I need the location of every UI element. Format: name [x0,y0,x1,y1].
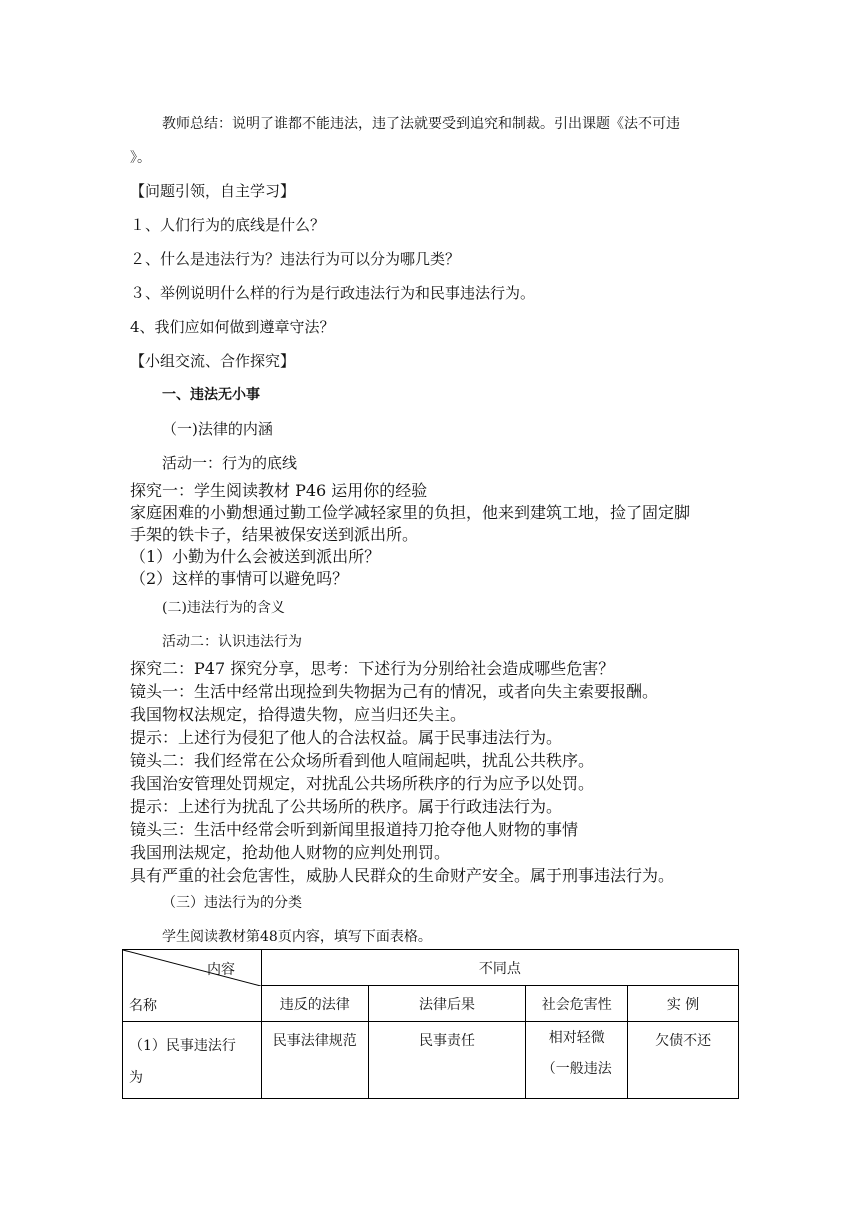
scenario-line-3: 提示：上述行为侵犯了他人的合法权益。属于民事违法行为。 [130,728,563,747]
row-harm-line-2: （一般违法 [541,1061,612,1077]
table-corner-cell [123,950,262,1022]
scenario-line-8: 我国刑法规定，抢劫他人财物的应判处刑罚。 [130,843,451,862]
scenario-line-7: 镜头三：生活中经常会听到新闻里报道持刀抢夺他人财物的事情 [130,820,579,839]
scenario-line-9: 具有严重的社会危害性，威胁人民群众的生命财产安全。属于刑事违法行为。 [130,866,675,885]
table-intro: 学生阅读教材第48页内容，填写下面表格。 [162,929,432,945]
activity-1: 活动一：行为的底线 [162,454,298,472]
story-line-2: 手架的铁卡子，结果被保安送到派出所。 [130,525,419,544]
col-header-consequence: 法律后果 [368,986,526,1022]
section-heading-xiaozu: 【小组交流、合作探究】 [130,352,296,370]
scenario-line-5: 我国治安管理处罚规定，对扰乱公共场所秩序的行为应予以处罚。 [130,774,595,793]
question-2: ２、什么是违法行为？违法行为可以分为哪几类？ [130,250,461,268]
story-question-2: （2）这样的事情可以避免吗？ [130,569,349,588]
question-1: １、人们行为的底线是什么？ [130,216,326,234]
scenario-line-1: 镜头一：生活中经常出现捡到失物据为己有的情况，或者向失主索要报酬。 [130,682,659,701]
col-header-law: 违反的法律 [261,986,368,1022]
question-4: 4、我们应如何做到遵章守法？ [130,318,335,336]
row-consequence-cell: 民事责任 [368,1022,526,1099]
question-3: ３、举例说明什么样的行为是行政违法行为和民事违法行为。 [130,284,536,302]
corner-top-label: 内容 [207,962,235,978]
row-name-cell [123,1022,262,1099]
sub1-title: （一)法律的内涵 [162,420,273,438]
section-heading-wenti: 【问题引领，自主学习】 [130,182,296,200]
intro-line-1: 教师总结：说明了谁都不能违法，违了法就要受到追究和制裁。引出课题《法不可违 [162,116,680,132]
diagonal-divider [123,950,261,986]
intro-line-2: 》。 [130,150,151,166]
row-example-cell: 欠债不还 [628,1022,739,1099]
explore-1: 探究一：学生阅读教材 P46 运用你的经验 [130,481,428,500]
table-row [123,1022,739,1099]
sub2-title: (二)违法行为的含义 [162,600,285,616]
explore-2: 探究二：P47 探究分享，思考：下述行为分别给社会造成哪些危害？ [130,659,615,678]
corner-bottom-label: 名称 [129,998,157,1014]
table-group-header: 不同点 [261,950,738,986]
part1-title: 一、违法无小事 [162,387,260,403]
row-name-line-1: （1）民事违法行 [129,1038,236,1054]
story-line-1: 家庭困难的小勤想通过勤工俭学减轻家里的负担，他来到建筑工地，捡了固定脚 [130,503,691,522]
activity-2: 活动二：认识违法行为 [162,634,302,650]
row-name-line-2: 为 [129,1070,143,1086]
col-header-harm: 社会危害性 [526,986,628,1022]
sub3-title: （三）违法行为的分类 [162,895,302,911]
scenario-line-4: 镜头二：我们经常在公众场所看到他人喧闹起哄，扰乱公共秩序。 [130,751,595,770]
classification-table [122,949,739,1099]
story-question-1: （1）小勤为什么会被送到派出所？ [130,547,381,566]
row-law-cell: 民事法律规范 [261,1022,368,1099]
scenario-line-6: 提示：上述行为扰乱了公共场所的秩序。属于行政违法行为。 [130,797,563,816]
col-header-example: 实 例 [628,986,739,1022]
scenario-line-2: 我国物权法规定，拾得遗失物，应当归还失主。 [130,705,467,724]
row-harm-cell [526,1022,628,1099]
row-harm-line-1: 相对轻微 [548,1030,605,1046]
